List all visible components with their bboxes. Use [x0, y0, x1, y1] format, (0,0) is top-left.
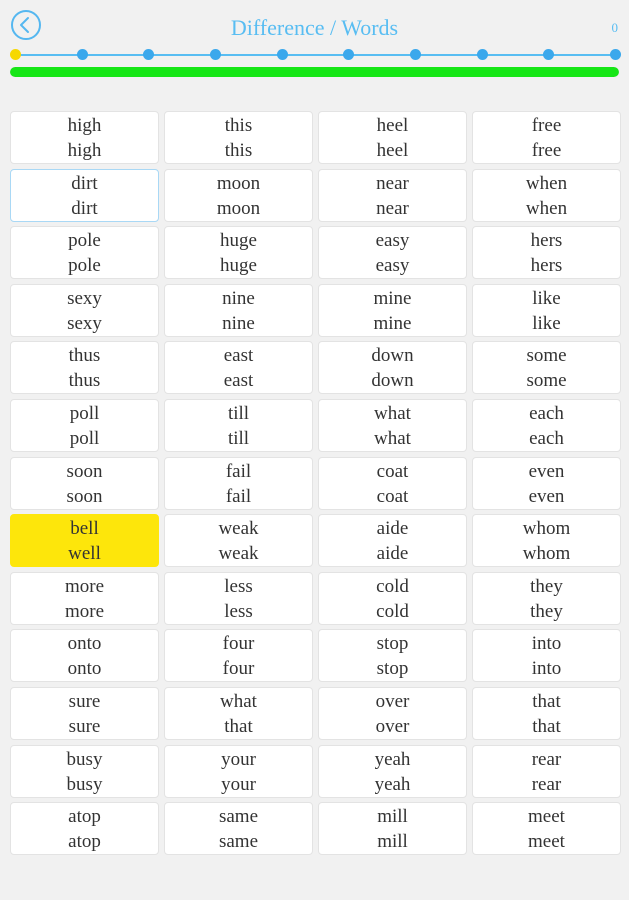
word-bottom: even — [528, 485, 565, 507]
word-pair-cell[interactable] — [10, 226, 159, 279]
word-bottom: heel — [376, 140, 409, 161]
word-pair-cell[interactable] — [472, 399, 621, 452]
word-pair-cell[interactable] — [318, 514, 467, 567]
word-pair-cell[interactable] — [10, 169, 159, 222]
word-pair-cell[interactable] — [472, 341, 621, 394]
word-bottom: less — [224, 600, 253, 622]
word-pair-cell[interactable] — [472, 802, 621, 855]
word-top: they — [530, 575, 563, 597]
word-top: even — [528, 460, 565, 482]
word-pair-cell[interactable] — [164, 687, 313, 740]
word-top: near — [376, 172, 409, 194]
word-top: pole — [68, 230, 101, 252]
word-bottom: dirt — [71, 197, 98, 219]
word-bottom: mill — [377, 831, 408, 853]
word-pair-cell[interactable] — [10, 745, 159, 798]
word-bottom: hers — [530, 255, 563, 277]
word-pair-cell[interactable] — [164, 341, 313, 394]
word-bottom: whom — [522, 543, 571, 565]
word-pair-cell[interactable] — [164, 514, 313, 567]
word-pair-cell[interactable] — [164, 629, 313, 682]
word-bottom: meet — [528, 831, 565, 853]
word-bottom: thus — [68, 370, 101, 392]
word-top: fail — [225, 460, 252, 482]
word-bottom: same — [218, 831, 259, 853]
word-bottom: poll — [69, 427, 100, 449]
word-top: less — [224, 575, 253, 597]
word-bottom: over — [375, 715, 410, 737]
word-pair-cell[interactable] — [164, 457, 313, 510]
word-pair-cell[interactable] — [164, 226, 313, 279]
progress-dot — [610, 49, 621, 60]
word-pair-cell[interactable] — [318, 687, 467, 740]
word-pair-cell[interactable] — [10, 629, 159, 682]
word-top: same — [218, 806, 259, 828]
word-pair-cell[interactable] — [10, 111, 159, 164]
word-bottom: some — [526, 370, 567, 392]
word-bottom: what — [374, 427, 411, 449]
word-top: atop — [68, 806, 101, 828]
word-pair-cell[interactable] — [472, 629, 621, 682]
word-bottom: nine — [222, 312, 255, 334]
word-bottom: atop — [68, 831, 101, 853]
word-pair-cell[interactable] — [10, 687, 159, 740]
word-top: huge — [220, 230, 257, 252]
word-top: that — [532, 690, 561, 712]
word-top: some — [526, 345, 567, 367]
progress-dot — [143, 49, 154, 60]
word-top: mill — [377, 806, 408, 828]
word-top: mine — [373, 287, 412, 309]
word-top: into — [531, 633, 562, 655]
word-top: over — [375, 690, 410, 712]
word-top: what — [220, 690, 257, 712]
word-pair-cell[interactable] — [164, 572, 313, 625]
word-pair-cell[interactable] — [10, 399, 159, 452]
word-pair-cell[interactable] — [10, 341, 159, 394]
level-progress-dots — [0, 0, 629, 70]
word-top: dirt — [71, 172, 98, 194]
word-bottom: sexy — [67, 312, 102, 334]
word-pair-cell[interactable] — [164, 169, 313, 222]
word-top: east — [223, 345, 254, 367]
word-top: four — [222, 633, 255, 655]
progress-dot — [277, 49, 288, 60]
word-top: stop — [376, 633, 409, 655]
word-bottom: high — [67, 140, 102, 161]
word-top: hers — [530, 230, 563, 252]
progress-dot — [543, 49, 554, 60]
word-bottom: sure — [68, 715, 101, 737]
word-top: busy — [66, 748, 103, 770]
progress-dot — [10, 49, 21, 60]
page-title: Difference / Words — [230, 15, 399, 40]
word-pair-cell[interactable] — [318, 169, 467, 222]
word-pair-cell[interactable] — [472, 169, 621, 222]
word-pair-cell[interactable] — [318, 572, 467, 625]
word-top: aide — [376, 518, 409, 540]
word-bottom: like — [532, 312, 561, 334]
word-pair-cell[interactable] — [10, 514, 159, 567]
word-pair-cell[interactable] — [10, 284, 159, 337]
word-bottom: east — [223, 370, 254, 392]
word-top: heel — [376, 115, 409, 136]
word-bottom: till — [227, 427, 250, 449]
word-bottom: more — [64, 600, 105, 622]
word-top: onto — [67, 633, 102, 655]
word-bottom: that — [532, 715, 561, 737]
word-pair-cell[interactable] — [472, 572, 621, 625]
word-bottom: yeah — [374, 773, 411, 795]
progress-dot — [477, 49, 488, 60]
word-top: meet — [528, 806, 565, 828]
word-pair-grid — [10, 111, 621, 855]
word-bottom: your — [221, 773, 256, 795]
word-pair-cell[interactable] — [318, 341, 467, 394]
word-pair-cell[interactable] — [472, 514, 621, 567]
word-top: thus — [68, 345, 101, 367]
word-bottom: this — [224, 140, 253, 161]
word-pair-cell[interactable] — [10, 802, 159, 855]
word-bottom: stop — [376, 658, 409, 680]
word-top: coat — [376, 460, 409, 482]
word-top: nine — [222, 287, 255, 309]
word-top: sexy — [67, 287, 102, 309]
word-pair-cell[interactable] — [472, 111, 621, 164]
progress-dot — [343, 49, 354, 60]
progress-dot — [210, 49, 221, 60]
word-top: more — [64, 575, 105, 597]
score-counter: 0 — [611, 20, 618, 35]
word-top: cold — [376, 575, 409, 597]
word-pair-cell[interactable] — [318, 399, 467, 452]
word-bottom: well — [68, 543, 101, 565]
word-pair-cell[interactable] — [10, 457, 159, 510]
word-bottom: that — [224, 715, 253, 737]
word-pair-cell[interactable] — [472, 745, 621, 798]
progress-dot — [410, 49, 421, 60]
word-top: yeah — [374, 748, 411, 770]
word-pair-cell[interactable] — [318, 745, 467, 798]
word-bottom: easy — [375, 255, 410, 277]
word-bottom: aide — [376, 543, 409, 565]
word-bottom: four — [222, 658, 255, 680]
word-pair-cell[interactable] — [318, 802, 467, 855]
word-bottom: free — [531, 140, 562, 161]
word-top: weak — [218, 518, 259, 540]
word-pair-cell[interactable] — [472, 457, 621, 510]
word-pair-cell[interactable] — [164, 399, 313, 452]
word-pair-cell[interactable] — [164, 745, 313, 798]
word-pair-cell[interactable] — [164, 111, 313, 164]
word-top: free — [531, 115, 562, 136]
word-bottom: fail — [225, 485, 252, 507]
word-top: sure — [68, 690, 101, 712]
word-top: each — [529, 402, 564, 424]
word-top: bell — [70, 518, 99, 540]
word-pair-cell[interactable] — [472, 284, 621, 337]
word-top: down — [371, 345, 414, 367]
word-top: like — [532, 287, 561, 309]
word-top: till — [227, 402, 250, 424]
word-bottom: mine — [373, 312, 412, 334]
word-pair-cell[interactable] — [164, 802, 313, 855]
word-pair-cell[interactable] — [472, 687, 621, 740]
word-top: poll — [69, 402, 100, 424]
word-pair-cell[interactable] — [318, 284, 467, 337]
word-bottom: when — [525, 197, 568, 219]
word-top: rear — [531, 748, 562, 770]
word-bottom: into — [531, 658, 562, 680]
word-bottom: onto — [67, 658, 102, 680]
word-bottom: moon — [216, 197, 261, 219]
word-pair-cell[interactable] — [318, 457, 467, 510]
progress-dot — [77, 49, 88, 60]
word-pair-cell[interactable] — [318, 629, 467, 682]
word-pair-cell[interactable] — [164, 284, 313, 337]
word-pair-cell[interactable] — [318, 226, 467, 279]
word-bottom: each — [529, 427, 564, 449]
word-bottom: coat — [376, 485, 409, 507]
timer-bar-fill — [10, 67, 619, 77]
word-bottom: near — [376, 197, 409, 219]
word-pair-cell[interactable] — [472, 226, 621, 279]
word-bottom: pole — [68, 255, 101, 277]
word-bottom: soon — [66, 485, 103, 507]
word-bottom: weak — [218, 543, 259, 565]
word-bottom: busy — [66, 773, 103, 795]
word-bottom: cold — [376, 600, 409, 622]
word-top: when — [525, 172, 568, 194]
word-top: moon — [216, 172, 261, 194]
word-bottom: rear — [531, 773, 562, 795]
word-bottom: huge — [220, 255, 257, 277]
word-top: this — [224, 115, 253, 136]
word-top: what — [374, 402, 411, 424]
word-top: easy — [375, 230, 410, 252]
word-top: soon — [66, 460, 103, 482]
word-pair-cell[interactable] — [10, 572, 159, 625]
word-top: your — [221, 748, 256, 770]
timer-bar — [10, 67, 619, 77]
word-top: high — [67, 115, 102, 136]
word-top: whom — [522, 518, 571, 540]
word-pair-cell[interactable] — [318, 111, 467, 164]
word-bottom: down — [371, 370, 414, 392]
word-bottom: they — [530, 600, 563, 622]
